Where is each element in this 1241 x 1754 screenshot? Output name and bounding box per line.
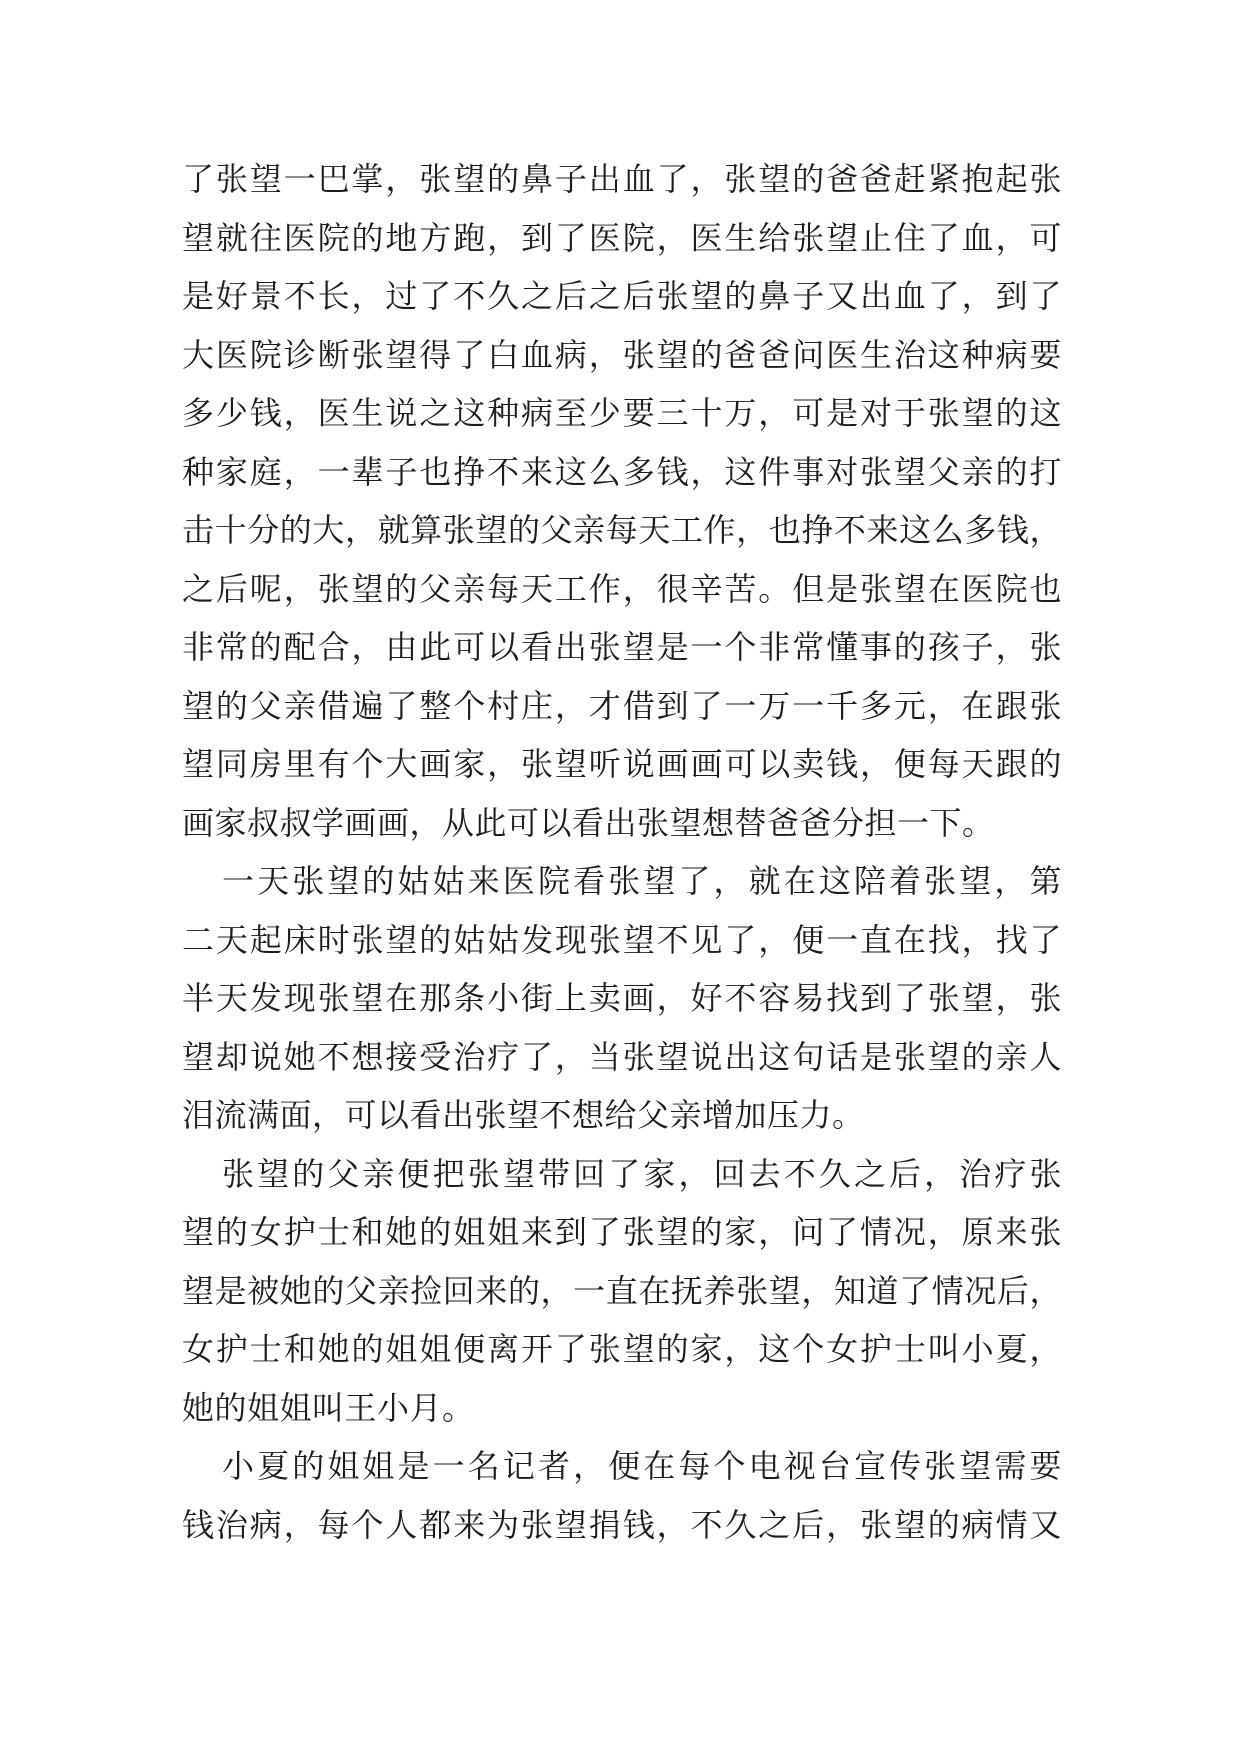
text-line: 之后呢，张望的父亲每天工作，很辛苦。但是张望在医院也	[182, 570, 1062, 607]
text-line: 望就往医院的地方跑，到了医院，医生给张望止住了血，可	[182, 219, 1062, 256]
text-line: 画家叔叔学画画，从此可以看出张望想替爸爸分担一下。	[182, 804, 995, 841]
text-line: 泪流满面，可以看出张望不想给父亲增加压力。	[182, 1097, 865, 1133]
text-line: 女护士和她的姐姐便离开了张望的家，这个女护士叫小夏，	[182, 1331, 1062, 1367]
text-line: 她的姐姐叫王小月。	[182, 1389, 475, 1426]
document-body	[182, 150, 1062, 1554]
text-line: 多少钱，医生说之这种病至少要三十万，可是对于张望的这	[182, 395, 1062, 431]
text-line: 是好景不长，过了不久之后之后张望的鼻子又出血了，到了	[182, 278, 1062, 314]
text-line: 张望的父亲便把张望带回了家，回去不久之后，治疗张	[222, 1155, 1062, 1192]
text-line: 了张望一巴掌，张望的鼻子出血了，张望的爸爸赶紧抱起张	[182, 161, 1062, 197]
text-line: 种家庭，一辈子也挣不来这么多钱，这件事对张望父亲的打	[182, 453, 1062, 490]
text-line: 二天起床时张望的姑姑发现张望不见了，便一直在找，找了	[182, 921, 1062, 958]
text-line: 大医院诊断张望得了白血病，张望的爸爸问医生治这种病要	[182, 336, 1062, 373]
text-line: 望是被她的父亲捡回来的，一直在抚养张望，知道了情况后，	[182, 1272, 1062, 1309]
text-line: 望的父亲借遍了整个村庄，才借到了一万一千多元，在跟张	[182, 687, 1062, 724]
text-line: 非常的配合，由此可以看出张望是一个非常懂事的孩子，张	[182, 629, 1062, 665]
text-line: 小夏的姐姐是一名记者，便在每个电视台宣传张望需要	[222, 1448, 1062, 1484]
text-line: 一天张望的姑姑来医院看张望了，就在这陪着张望，第	[222, 863, 1062, 899]
text-line: 望的女护士和她的姐姐来到了张望的家，问了情况，原来张	[182, 1214, 1062, 1250]
text-line: 钱治病，每个人都来为张望捐钱，不久之后，张望的病情又	[182, 1506, 1062, 1543]
text-line: 望同房里有个大画家，张望听说画画可以卖钱，便每天跟的	[182, 746, 1062, 782]
text-line: 击十分的大，就算张望的父亲每天工作，也挣不来这么多钱，	[182, 512, 1062, 548]
text-line: 半天发现张望在那条小街上卖画，好不容易找到了张望，张	[182, 980, 1062, 1016]
text-line: 望却说她不想接受治疗了，当张望说出这句话是张望的亲人	[182, 1038, 1062, 1075]
